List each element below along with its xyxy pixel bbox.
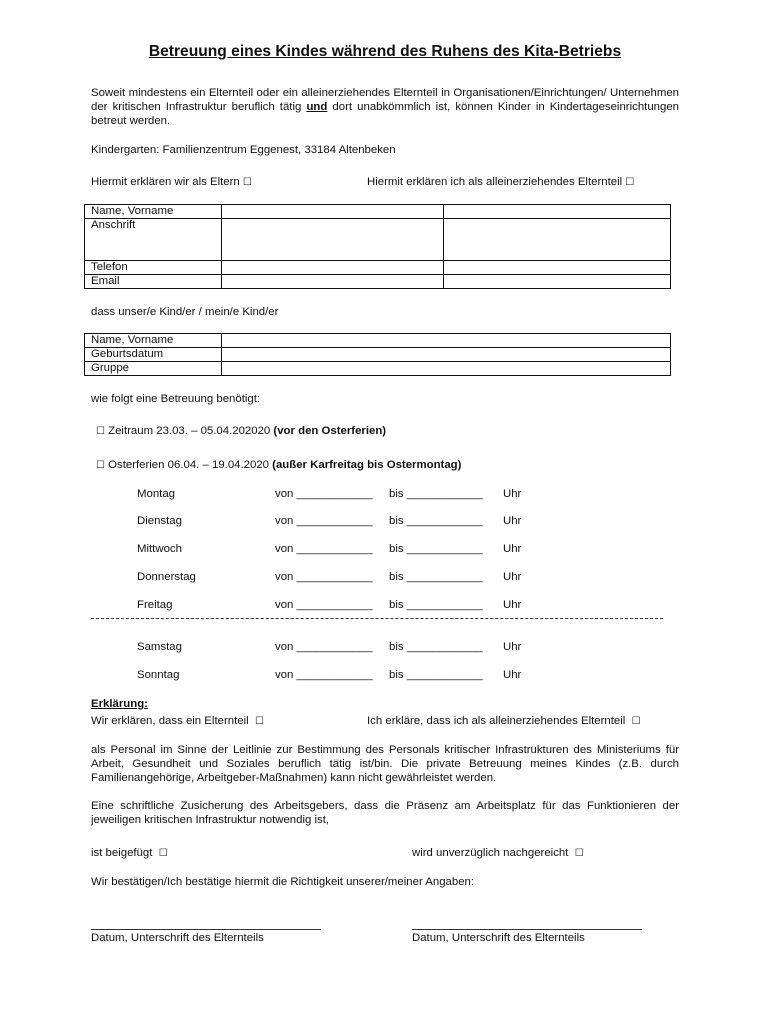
declare-we-line: Wir erklären, dass ein Elternteil ☐	[91, 715, 264, 727]
staff-paragraph: als Personal im Sinne der Leitlinie zur Bestimmung des Personals kritischer Infrastrukturen des Ministeriums für Arbeit, Gesundheit und Soziales beruflich tätig ist/bin. Die private Betreuung meines Kindes (z.B. durch Familienangehörige, Arbeitgeber-Maßnahmen) kann nicht gewährleistet werden.	[91, 744, 679, 784]
parent-phone-label: Telefon	[85, 261, 222, 275]
uhr-label: Uhr	[503, 571, 522, 583]
child-name-field[interactable]	[222, 334, 671, 348]
child-group-field[interactable]	[222, 362, 671, 376]
parent2-name-field[interactable]	[444, 205, 671, 219]
parent2-address-field[interactable]	[444, 219, 671, 261]
single-parent-checkbox[interactable]: ☐	[625, 177, 635, 188]
day-label: Sonntag	[137, 669, 180, 681]
dashed-divider	[91, 618, 663, 619]
to-time-field[interactable]: bis ____________	[389, 571, 483, 583]
child-intro: dass unser/e Kind/er / mein/e Kind/er	[91, 306, 279, 318]
declare-i-checkbox[interactable]: ☐	[631, 716, 641, 727]
to-time-field[interactable]: bis ____________	[389, 515, 483, 527]
parent1-address-field[interactable]	[222, 219, 444, 261]
submitted-later-line: wird unverzüglich nachgereicht ☐	[412, 847, 584, 859]
uhr-label: Uhr	[503, 515, 522, 527]
parent-name-label: Name, Vorname	[85, 205, 222, 219]
uhr-label: Uhr	[503, 488, 522, 500]
parent-email-label: Email	[85, 275, 222, 289]
declare-i-line: Ich erkläre, dass ich als alleinerziehendes Elternteil ☐	[367, 715, 641, 727]
period-2-checkbox[interactable]: ☐	[96, 460, 105, 471]
parent1-phone-field[interactable]	[222, 261, 444, 275]
to-time-field[interactable]: bis ____________	[389, 669, 483, 681]
uhr-label: Uhr	[503, 641, 522, 653]
parent-address-label: Anschrift	[85, 219, 222, 261]
declare-we-checkbox[interactable]: ☐	[254, 716, 264, 727]
signature-line-2[interactable]	[412, 929, 642, 930]
from-time-field[interactable]: von ____________	[275, 515, 373, 527]
day-label: Donnerstag	[137, 571, 196, 583]
declaration-heading: Erklärung:	[91, 698, 148, 710]
signature-label-2: Datum, Unterschrift des Elternteils	[412, 932, 585, 944]
submitted-later-checkbox[interactable]: ☐	[574, 848, 584, 859]
parent1-name-field[interactable]	[222, 205, 444, 219]
child-info-table	[84, 333, 671, 376]
care-intro: wie folgt eine Betreuung benötigt:	[91, 393, 261, 405]
signature-line-1[interactable]	[91, 929, 321, 930]
kindergarten-line: Kindergarten: Familienzentrum Eggenest, 33184 Altenbeken	[91, 144, 396, 156]
uhr-label: Uhr	[503, 543, 522, 555]
parent1-email-field[interactable]	[222, 275, 444, 289]
employer-paragraph: Eine schriftliche Zusicherung des Arbeitsgebers, dass die Präsenz am Arbeitsplatz für das Funktionieren der jeweiligen kritischen Infrastruktur notwendig ist,	[91, 800, 679, 826]
uhr-label: Uhr	[503, 669, 522, 681]
attached-line: ist beigefügt ☐	[91, 847, 168, 859]
declare-single-parent: Hiermit erklären ich als alleinerziehendes Elternteil ☐	[367, 176, 635, 188]
parent-info-table	[84, 204, 671, 289]
intro-paragraph: Soweit mindestens ein Elternteil oder ein alleinerziehendes Elternteil in Organisationen/Einrichtungen/ Unternehmen der kritischen Infrastruktur beruflich tätig und dort unabkömmlich ist, können Kinder in Kindertageseinrichtungen betreut werden.	[91, 87, 679, 127]
option-period-2: ☐ Osterferien 06.04. – 19.04.2020 (außer Karfreitag bis Ostermontag)	[96, 459, 462, 471]
confirm-line: Wir bestätigen/Ich bestätige hiermit die Richtigkeit unserer/meiner Angaben:	[91, 876, 475, 888]
option-period-1: ☐ Zeitraum 23.03. – 05.04.202020 (vor den Osterferien)	[96, 425, 387, 437]
to-time-field[interactable]: bis ____________	[389, 488, 483, 500]
from-time-field[interactable]: von ____________	[275, 599, 373, 611]
child-group-label: Gruppe	[85, 362, 222, 376]
to-time-field[interactable]: bis ____________	[389, 641, 483, 653]
from-time-field[interactable]: von ____________	[275, 488, 373, 500]
day-label: Freitag	[137, 599, 173, 611]
child-birth-label: Geburtsdatum	[85, 348, 222, 362]
page-title: Betreuung eines Kindes während des Ruhens des Kita-Betriebs	[148, 43, 622, 60]
parent2-email-field[interactable]	[444, 275, 671, 289]
day-label: Dienstag	[137, 515, 182, 527]
from-time-field[interactable]: von ____________	[275, 571, 373, 583]
from-time-field[interactable]: von ____________	[275, 669, 373, 681]
day-label: Samstag	[137, 641, 182, 653]
uhr-label: Uhr	[503, 599, 522, 611]
child-name-label: Name, Vorname	[85, 334, 222, 348]
day-label: Montag	[137, 488, 175, 500]
signature-label-1: Datum, Unterschrift des Elternteils	[91, 932, 264, 944]
declare-parents: Hiermit erklären wir als Eltern ☐	[91, 176, 252, 188]
attached-checkbox[interactable]: ☐	[158, 848, 168, 859]
period-1-checkbox[interactable]: ☐	[96, 426, 105, 437]
from-time-field[interactable]: von ____________	[275, 543, 373, 555]
day-label: Mittwoch	[137, 543, 182, 555]
child-birth-field[interactable]	[222, 348, 671, 362]
from-time-field[interactable]: von ____________	[275, 641, 373, 653]
to-time-field[interactable]: bis ____________	[389, 599, 483, 611]
parents-checkbox[interactable]: ☐	[242, 177, 252, 188]
parent2-phone-field[interactable]	[444, 261, 671, 275]
to-time-field[interactable]: bis ____________	[389, 543, 483, 555]
